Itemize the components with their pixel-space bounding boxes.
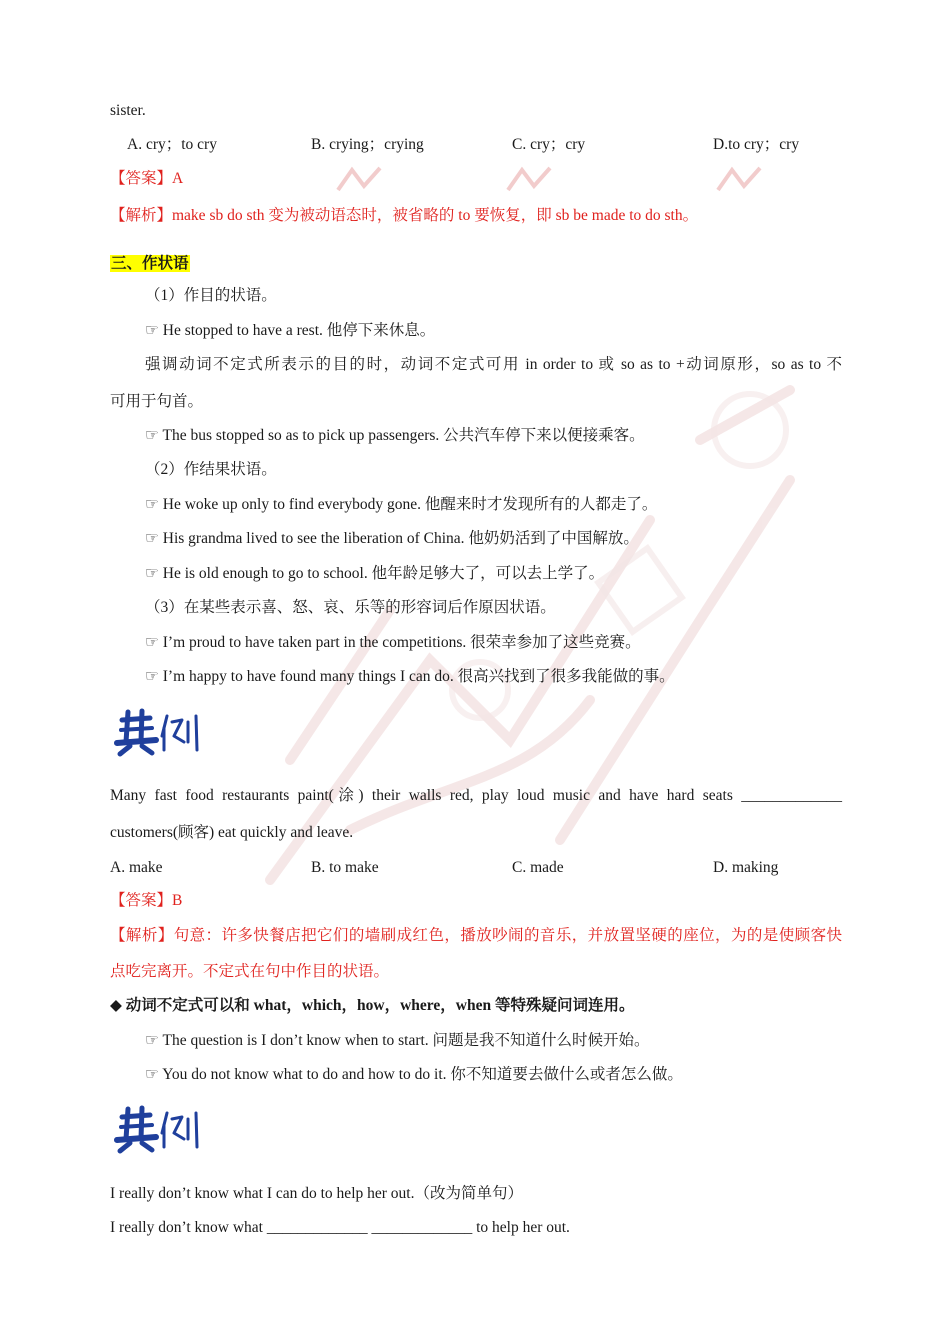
diamond-bullet-icon: ◆ — [110, 997, 122, 1014]
options-row — [110, 857, 842, 879]
option-a: A. make — [110, 859, 163, 876]
example-sentence: ☞ His grandma lived to see the liberation of China. 他奶奶活到了中国解放。 — [145, 530, 639, 547]
subsection-title: （1）作目的状语。 — [145, 287, 277, 304]
example-sentence: ☞ He woke up only to find everybody gone. 他醒来时才发现所有的人都走了。 — [145, 496, 658, 513]
analysis-line: 【解析】句意：许多快餐店把它们的墙刷成红色，播放吵闹的音乐，并放置坚硬的座位，为的是使顾客快 — [110, 927, 842, 944]
example-sentence: ☞ The bus stopped so as to pick up passengers. 公共汽车停下来以便接乘客。 — [145, 427, 645, 444]
example-logo-icon — [112, 706, 204, 758]
analysis-line: 点吃完离开。不定式在句中作目的状语。 — [110, 963, 390, 980]
question-text: customers(顾客) eat quickly and leave. — [110, 824, 354, 841]
rule-statement — [110, 995, 842, 1017]
answer-line: 【答案】A — [110, 170, 184, 187]
option-d: D. making — [713, 859, 779, 876]
rule-text: 动词不定式可以和 what，which，how，where，when 等特殊疑问词连用。 — [125, 997, 635, 1014]
example-sentence: ☞ The question is I don’t know when to start. 问题是我不知道什么时候开始。 — [145, 1032, 650, 1049]
explanation-text: 强调动词不定式所表示的目的时，动词不定式可用 in order to 或 so as to +动词原形，so as to 不 — [145, 356, 842, 373]
option-a: A. cry；to cry — [127, 136, 217, 153]
option-c: C. made — [512, 859, 564, 876]
example-sentence: ☞ He stopped to have a rest. 他停下来休息。 — [145, 322, 436, 339]
example-sentence: ☞ You do not know what to do and how to do it. 你不知道要去做什么或者怎么做。 — [145, 1066, 683, 1083]
subsection-title: （2）作结果状语。 — [145, 461, 277, 478]
analysis-line: 【解析】make sb do sth 变为被动语态时，被省略的 to 要恢复，即 sb be made to do sth。 — [110, 207, 699, 224]
answer-line: 【答案】B — [110, 892, 183, 909]
example-sentence: ☞ I’m proud to have taken part in the competitions. 很荣幸参加了这些竞赛。 — [145, 634, 641, 651]
example-logo-icon — [112, 1103, 204, 1155]
question-text: sister. — [110, 102, 146, 119]
option-b: B. to make — [311, 859, 379, 876]
example-sentence: ☞ I’m happy to have found many things I can do. 很高兴找到了很多我能做的事。 — [145, 668, 675, 685]
option-d: D.to cry；cry — [713, 136, 800, 153]
subsection-title: （3）在某些表示喜、怒、哀、乐等的形容词后作原因状语。 — [145, 599, 556, 616]
section-heading: 三、作状语 — [111, 255, 189, 272]
options-row — [110, 134, 842, 156]
question-text: I really don’t know what I can do to help her out.（改为简单句） — [110, 1185, 523, 1202]
example-sentence: ☞ He is old enough to go to school. 他年龄足够大了，可以去上学了。 — [145, 565, 605, 582]
option-c: C. cry；cry — [512, 136, 586, 153]
fill-in-blank-line: I really don’t know what _____________ _____________ to help her out. — [110, 1219, 570, 1236]
explanation-text: 可用于句首。 — [110, 393, 204, 410]
option-b: B. crying；crying — [311, 136, 424, 153]
question-text: Many fast food restaurants paint(涂) their walls red, play loud music and have hard seats _____________ — [110, 787, 842, 804]
